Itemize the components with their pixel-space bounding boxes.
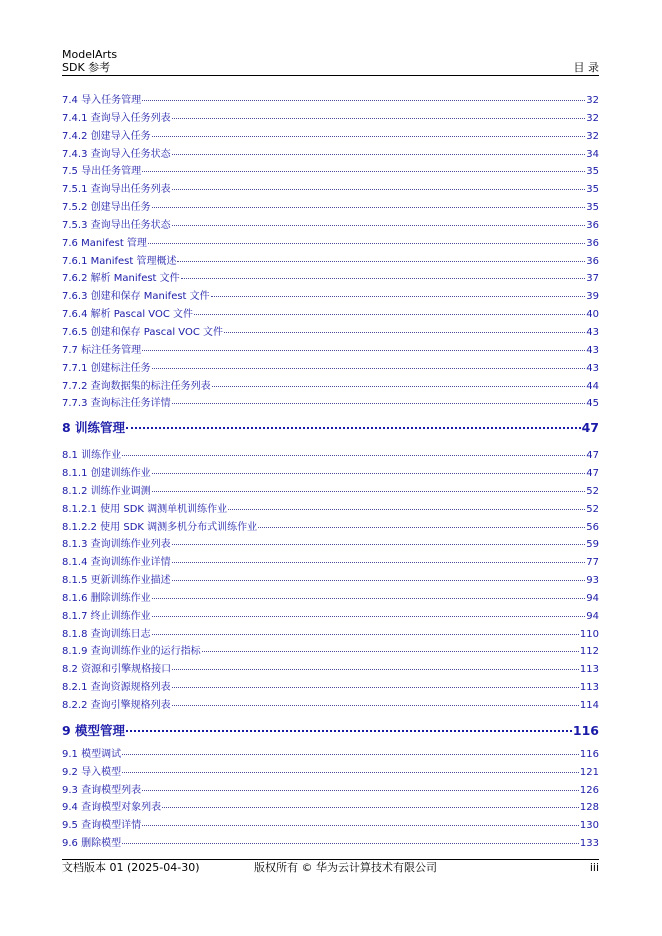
toc-entry-link[interactable] xyxy=(62,816,599,834)
toc-entry-link[interactable] xyxy=(62,535,599,553)
toc-entry-title: 7.4.2 创建导入任务 xyxy=(62,130,151,142)
toc-entry-title: 8.1.4 查询训练作业详情 xyxy=(62,557,171,569)
toc-entry-title: 7.6.4 解析 Pascal VOC 文件 xyxy=(62,309,194,321)
toc-entry-link[interactable] xyxy=(62,234,599,252)
toc-entry-link[interactable] xyxy=(62,781,599,799)
toc-entry-page: 32 xyxy=(586,95,599,106)
toc-entry-page: 110 xyxy=(579,628,599,640)
dot-leader xyxy=(202,650,579,652)
toc-entry-link[interactable] xyxy=(62,394,599,412)
toc-entry-title: 7.5.1 查询导出任务列表 xyxy=(62,184,171,196)
toc-entry-title: 8.2.1 查询资源规格列表 xyxy=(62,682,171,694)
dot-leader xyxy=(142,99,585,101)
toc-entry-page: 126 xyxy=(579,784,599,796)
dot-leader xyxy=(258,526,585,528)
dot-leader xyxy=(152,597,586,599)
toc-entry-title: 8.1.3 查询训练作业列表 xyxy=(62,539,171,551)
toc-entry-link[interactable] xyxy=(62,198,599,216)
toc-entry-link[interactable] xyxy=(62,696,599,714)
dot-leader xyxy=(172,704,579,706)
toc-entry-link[interactable] xyxy=(62,216,599,234)
toc-entry-link[interactable] xyxy=(62,162,599,180)
toc-entry-title: 8.1.9 查询训练作业的运行指标 xyxy=(62,646,201,658)
toc-entry-page: 32 xyxy=(586,112,599,124)
dot-leader xyxy=(142,824,579,826)
toc-entry-title: 9 模型管理 xyxy=(62,722,126,738)
toc-entry-title: 8.2.2 查询引擎规格列表 xyxy=(62,700,171,711)
dot-leader xyxy=(172,579,586,581)
toc-entry-title: 8.1.2 训练作业调测 xyxy=(62,485,151,497)
toc-entry-title: 7.7.2 查询数据集的标注任务列表 xyxy=(62,380,211,392)
dot-leader xyxy=(172,561,586,563)
toc-entry-title: 7.4 导入任务管理 xyxy=(62,95,142,106)
toc-entry-link[interactable] xyxy=(62,500,599,518)
toc-entry-page: 35 xyxy=(586,166,599,178)
toc-entry-title: 8.1.2.2 使用 SDK 调测多机分布式训练作业 xyxy=(62,521,258,533)
toc-entry-page: 130 xyxy=(579,820,599,832)
dot-leader xyxy=(172,686,579,688)
toc-entry-page: 113 xyxy=(579,664,599,676)
toc-entry-title: 9.6 删除模型 xyxy=(62,838,122,850)
toc-entry-page: 45 xyxy=(586,398,599,410)
toc-entry-title: 7.6 Manifest 管理 xyxy=(62,237,147,249)
toc-entry-link[interactable] xyxy=(62,252,599,270)
toc-entry-title: 7.6.1 Manifest 管理概述 xyxy=(62,255,177,267)
toc-entry-link[interactable] xyxy=(62,571,599,589)
toc-entry-title: 7.7.3 查询标注任务详情 xyxy=(62,398,171,410)
dot-leader xyxy=(172,668,579,670)
dot-leader xyxy=(177,260,585,262)
dot-leader xyxy=(152,615,586,617)
toc-entry-title: 9.3 查询模型列表 xyxy=(62,784,142,796)
dot-leader xyxy=(122,842,579,844)
toc-entry-title: 8.1.1 创建训练作业 xyxy=(62,468,151,480)
dot-leader xyxy=(152,633,579,635)
dot-leader xyxy=(181,277,586,279)
dot-leader xyxy=(122,771,579,773)
header-divider xyxy=(62,75,599,76)
toc-entry-page: 116 xyxy=(579,748,599,760)
toc-entry-page: 52 xyxy=(586,503,599,515)
toc-entry-title: 8.1 训练作业 xyxy=(62,450,122,462)
toc-entry-title: 7.5.2 创建导出任务 xyxy=(62,202,151,214)
toc-entry-page: 32 xyxy=(586,130,599,142)
dot-leader xyxy=(152,206,586,208)
toc-entry-page: 47 xyxy=(581,420,599,436)
toc-entry-title: 7.4.1 查询导入任务列表 xyxy=(62,112,171,124)
toc-entry-title: 7.6.2 解析 Manifest 文件 xyxy=(62,273,180,285)
dot-leader xyxy=(126,729,572,732)
toc-entry-page: 40 xyxy=(586,309,599,321)
dot-leader xyxy=(172,188,586,190)
toc-entry-link[interactable] xyxy=(62,607,599,625)
dot-leader xyxy=(152,135,586,137)
dot-leader xyxy=(172,153,586,155)
toc-entry-link[interactable] xyxy=(62,269,599,287)
toc-entry-title: 7.6.5 创建和保存 Pascal VOC 文件 xyxy=(62,326,224,338)
toc-entry-page: 43 xyxy=(586,344,599,356)
dot-leader xyxy=(172,117,586,119)
dot-leader xyxy=(162,806,579,808)
toc-entry-page: 35 xyxy=(586,184,599,196)
toc-entry-page: 43 xyxy=(586,362,599,374)
toc-entry-page: 113 xyxy=(579,682,599,694)
dot-leader xyxy=(212,385,586,387)
toc-entry-title: 7.6.3 创建和保存 Manifest 文件 xyxy=(62,291,210,303)
toc-entry-link[interactable] xyxy=(62,518,599,536)
toc-entry-title: 7.5 导出任务管理 xyxy=(62,166,142,178)
toc-entry-page: 35 xyxy=(586,202,599,214)
page-number: iii xyxy=(589,861,599,874)
toc-entry-link[interactable] xyxy=(62,834,599,852)
dot-leader xyxy=(194,313,585,315)
toc-entry-title: 7.7 标注任务管理 xyxy=(62,344,142,356)
toc-entry-link[interactable] xyxy=(62,127,599,145)
table-of-contents xyxy=(62,91,599,852)
toc-entry-page: 47 xyxy=(586,450,599,462)
toc-entry-title: 8.1.5 更新训练作业描述 xyxy=(62,575,171,587)
dot-leader xyxy=(148,242,585,244)
toc-entry-page: 116 xyxy=(572,722,599,738)
dot-leader xyxy=(228,508,585,510)
toc-entry-link[interactable] xyxy=(62,553,599,571)
toc-entry-link[interactable] xyxy=(62,109,599,127)
toc-entry-link[interactable] xyxy=(62,763,599,781)
toc-entry-title: 8 训练管理 xyxy=(62,420,126,436)
toc-entry-link[interactable] xyxy=(62,678,599,696)
toc-entry-page: 121 xyxy=(579,766,599,778)
toc-entry-title: 9.4 查询模型对象列表 xyxy=(62,802,162,814)
dot-leader xyxy=(122,454,585,456)
toc-entry-title: 8.2 资源和引擎规格接口 xyxy=(62,664,172,676)
dot-leader xyxy=(211,295,586,297)
dot-leader xyxy=(152,367,586,369)
copyright-notice: 版权所有 © 华为云计算技术有限公司 xyxy=(254,861,437,874)
toc-entry-link[interactable] xyxy=(62,180,599,198)
toc-entry-title: 8.1.8 查询训练日志 xyxy=(62,628,151,640)
dot-leader xyxy=(152,472,586,474)
toc-entry-link[interactable] xyxy=(62,91,599,109)
toc-entry-page: 44 xyxy=(586,380,599,392)
toc-entry-link[interactable] xyxy=(62,625,599,643)
toc-entry-page: 128 xyxy=(579,802,599,814)
toc-entry-link[interactable] xyxy=(62,589,599,607)
toc-entry-link[interactable] xyxy=(62,798,599,816)
toc-entry-title: 9.1 模型调试 xyxy=(62,748,122,760)
toc-entry-page: 52 xyxy=(586,485,599,497)
toc-entry-title: 8.1.2.1 使用 SDK 调测单机训练作业 xyxy=(62,503,228,515)
toc-entry-link[interactable] xyxy=(62,660,599,678)
dot-leader xyxy=(224,331,585,333)
dot-leader xyxy=(172,402,586,404)
toc-entry-page: 43 xyxy=(586,326,599,338)
dot-leader xyxy=(142,349,585,351)
toc-entry-link[interactable] xyxy=(62,305,599,323)
footer-divider xyxy=(62,859,599,860)
toc-entry-page: 77 xyxy=(586,557,599,569)
toc-entry-page: 37 xyxy=(586,273,599,285)
toc-entry-page: 94 xyxy=(586,610,599,622)
toc-entry-page: 112 xyxy=(579,646,599,658)
toc-entry-page: 93 xyxy=(586,575,599,587)
toc-entry-page: 114 xyxy=(579,700,599,711)
page-header xyxy=(62,48,599,74)
toc-chapter-link[interactable] xyxy=(62,412,599,446)
document-version: 文档版本 01 (2025-04-30) xyxy=(62,861,200,874)
toc-entry-title: 8.1.7 终止训练作业 xyxy=(62,610,151,622)
toc-entry-page: 47 xyxy=(586,468,599,480)
dot-leader xyxy=(152,490,586,492)
toc-entry-link[interactable] xyxy=(62,446,599,464)
toc-entry-title: 7.5.3 查询导出任务状态 xyxy=(62,219,171,231)
toc-entry-link[interactable] xyxy=(62,359,599,377)
toc-entry-page: 36 xyxy=(586,219,599,231)
toc-entry-title: 9.5 查询模型详情 xyxy=(62,820,142,832)
toc-entry-link[interactable] xyxy=(62,377,599,395)
dot-leader xyxy=(172,543,586,545)
document-title: SDK 参考 xyxy=(62,61,111,74)
toc-entry-page: 59 xyxy=(586,539,599,551)
toc-entry-link[interactable] xyxy=(62,323,599,341)
toc-entry-link[interactable] xyxy=(62,745,599,763)
toc-entry-link[interactable] xyxy=(62,642,599,660)
toc-entry-page: 56 xyxy=(586,521,599,533)
toc-chapter-link[interactable] xyxy=(62,714,599,745)
toc-entry-page: 36 xyxy=(586,255,599,267)
toc-entry-title: 7.4.3 查询导入任务状态 xyxy=(62,148,171,160)
toc-entry-title: 9.2 导入模型 xyxy=(62,766,122,778)
toc-entry-link[interactable] xyxy=(62,145,599,163)
section-title: 目 录 xyxy=(573,61,599,74)
toc-entry-page: 133 xyxy=(579,838,599,850)
toc-entry-link[interactable] xyxy=(62,464,599,482)
dot-leader xyxy=(142,170,585,172)
dot-leader xyxy=(122,753,579,755)
toc-entry-title: 7.7.1 创建标注任务 xyxy=(62,362,151,374)
product-name: ModelArts xyxy=(62,48,118,61)
toc-entry-page: 94 xyxy=(586,592,599,604)
toc-entry-page: 39 xyxy=(586,291,599,303)
toc-entry-page: 34 xyxy=(586,148,599,160)
toc-entry-link[interactable] xyxy=(62,287,599,305)
dot-leader xyxy=(172,224,586,226)
toc-entry-link[interactable] xyxy=(62,341,599,359)
toc-entry-title: 8.1.6 删除训练作业 xyxy=(62,592,151,604)
toc-entry-link[interactable] xyxy=(62,482,599,500)
dot-leader xyxy=(142,789,579,791)
dot-leader xyxy=(126,426,581,429)
toc-entry-page: 36 xyxy=(586,237,599,249)
